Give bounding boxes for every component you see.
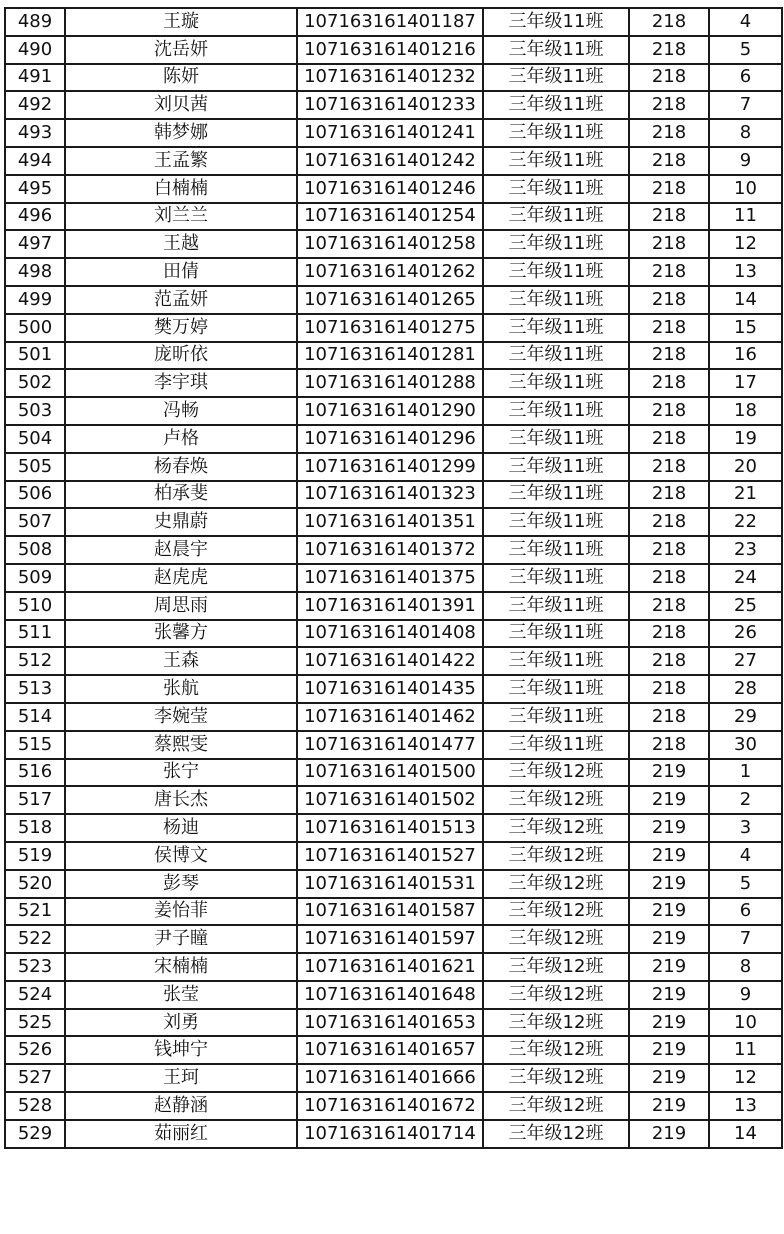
table-row — [5, 36, 782, 64]
name-cell: 杨春焕 — [65, 453, 297, 481]
number-cell: 14 — [709, 1120, 782, 1148]
class-cell: 三年级12班 — [483, 898, 629, 926]
number-cell: 4 — [709, 842, 782, 870]
room-cell: 218 — [629, 592, 709, 620]
class-cell: 三年级12班 — [483, 842, 629, 870]
id-cell: 107163161401672 — [297, 1092, 483, 1120]
id-cell: 107163161401653 — [297, 1009, 483, 1037]
number-cell: 22 — [709, 508, 782, 536]
room-cell: 218 — [629, 342, 709, 370]
seq-cell: 503 — [5, 397, 65, 425]
room-cell: 219 — [629, 786, 709, 814]
seq-cell: 505 — [5, 453, 65, 481]
table-row — [5, 369, 782, 397]
table-row — [5, 508, 782, 536]
class-cell: 三年级11班 — [483, 119, 629, 147]
seq-cell: 509 — [5, 564, 65, 592]
name-cell: 田倩 — [65, 258, 297, 286]
seq-cell: 501 — [5, 342, 65, 370]
id-cell: 107163161401666 — [297, 1064, 483, 1092]
seq-cell: 520 — [5, 870, 65, 898]
table-row — [5, 953, 782, 981]
room-cell: 219 — [629, 1120, 709, 1148]
id-cell: 107163161401422 — [297, 647, 483, 675]
seq-cell: 511 — [5, 620, 65, 648]
id-cell: 107163161401187 — [297, 8, 483, 36]
id-cell: 107163161401435 — [297, 675, 483, 703]
class-cell: 三年级11班 — [483, 620, 629, 648]
number-cell: 15 — [709, 314, 782, 342]
seq-cell: 502 — [5, 369, 65, 397]
number-cell: 12 — [709, 1064, 782, 1092]
id-cell: 107163161401258 — [297, 230, 483, 258]
number-cell: 10 — [709, 1009, 782, 1037]
number-cell: 28 — [709, 675, 782, 703]
number-cell: 19 — [709, 425, 782, 453]
seq-cell: 512 — [5, 647, 65, 675]
name-cell: 周思雨 — [65, 592, 297, 620]
id-cell: 107163161401241 — [297, 119, 483, 147]
id-cell: 107163161401477 — [297, 731, 483, 759]
id-cell: 107163161401262 — [297, 258, 483, 286]
table-row — [5, 925, 782, 953]
name-cell: 王孟繁 — [65, 147, 297, 175]
seq-cell: 489 — [5, 8, 65, 36]
name-cell: 白楠楠 — [65, 175, 297, 203]
table-body — [5, 8, 782, 1148]
class-cell: 三年级11班 — [483, 175, 629, 203]
class-cell: 三年级11班 — [483, 536, 629, 564]
room-cell: 219 — [629, 898, 709, 926]
room-cell: 218 — [629, 731, 709, 759]
seq-cell: 528 — [5, 1092, 65, 1120]
class-cell: 三年级12班 — [483, 1036, 629, 1064]
class-cell: 三年级11班 — [483, 147, 629, 175]
name-cell: 冯畅 — [65, 397, 297, 425]
number-cell: 18 — [709, 397, 782, 425]
number-cell: 6 — [709, 64, 782, 92]
table-row — [5, 64, 782, 92]
table-row — [5, 481, 782, 509]
table-row — [5, 814, 782, 842]
class-cell: 三年级12班 — [483, 1120, 629, 1148]
table-row — [5, 1036, 782, 1064]
table-row — [5, 397, 782, 425]
name-cell: 赵虎虎 — [65, 564, 297, 592]
id-cell: 107163161401587 — [297, 898, 483, 926]
name-cell: 李宇琪 — [65, 369, 297, 397]
class-cell: 三年级11班 — [483, 425, 629, 453]
room-cell: 218 — [629, 369, 709, 397]
seq-cell: 496 — [5, 203, 65, 231]
class-cell: 三年级11班 — [483, 258, 629, 286]
room-cell: 218 — [629, 675, 709, 703]
room-cell: 219 — [629, 842, 709, 870]
class-cell: 三年级12班 — [483, 953, 629, 981]
table-row — [5, 425, 782, 453]
room-cell: 218 — [629, 397, 709, 425]
seq-cell: 515 — [5, 731, 65, 759]
seq-cell: 500 — [5, 314, 65, 342]
room-cell: 218 — [629, 425, 709, 453]
id-cell: 107163161401621 — [297, 953, 483, 981]
table-row — [5, 675, 782, 703]
class-cell: 三年级11班 — [483, 481, 629, 509]
seq-cell: 499 — [5, 286, 65, 314]
class-cell: 三年级12班 — [483, 981, 629, 1009]
seq-cell: 497 — [5, 230, 65, 258]
name-cell: 茹丽红 — [65, 1120, 297, 1148]
id-cell: 107163161401372 — [297, 536, 483, 564]
name-cell: 李婉莹 — [65, 703, 297, 731]
room-cell: 218 — [629, 36, 709, 64]
number-cell: 12 — [709, 230, 782, 258]
class-cell: 三年级11班 — [483, 675, 629, 703]
room-cell: 218 — [629, 314, 709, 342]
id-cell: 107163161401281 — [297, 342, 483, 370]
class-cell: 三年级12班 — [483, 1064, 629, 1092]
name-cell: 王越 — [65, 230, 297, 258]
number-cell: 20 — [709, 453, 782, 481]
table-row — [5, 1092, 782, 1120]
id-cell: 107163161401462 — [297, 703, 483, 731]
table-row — [5, 898, 782, 926]
id-cell: 107163161401375 — [297, 564, 483, 592]
number-cell: 7 — [709, 91, 782, 119]
seq-cell: 523 — [5, 953, 65, 981]
name-cell: 侯博文 — [65, 842, 297, 870]
class-cell: 三年级12班 — [483, 786, 629, 814]
room-cell: 219 — [629, 1036, 709, 1064]
seq-cell: 494 — [5, 147, 65, 175]
table-row — [5, 981, 782, 1009]
room-cell: 218 — [629, 564, 709, 592]
class-cell: 三年级11班 — [483, 286, 629, 314]
room-cell: 218 — [629, 230, 709, 258]
number-cell: 24 — [709, 564, 782, 592]
seq-cell: 517 — [5, 786, 65, 814]
seq-cell: 490 — [5, 36, 65, 64]
table-row — [5, 536, 782, 564]
seq-cell: 495 — [5, 175, 65, 203]
name-cell: 刘贝茜 — [65, 91, 297, 119]
number-cell: 7 — [709, 925, 782, 953]
number-cell: 16 — [709, 342, 782, 370]
id-cell: 107163161401502 — [297, 786, 483, 814]
id-cell: 107163161401597 — [297, 925, 483, 953]
name-cell: 彭琴 — [65, 870, 297, 898]
room-cell: 219 — [629, 1009, 709, 1037]
name-cell: 赵晨宇 — [65, 536, 297, 564]
table-row — [5, 620, 782, 648]
class-cell: 三年级11班 — [483, 453, 629, 481]
name-cell: 杨迪 — [65, 814, 297, 842]
table-row — [5, 342, 782, 370]
name-cell: 沈岳妍 — [65, 36, 297, 64]
name-cell: 卢格 — [65, 425, 297, 453]
seq-cell: 519 — [5, 842, 65, 870]
id-cell: 107163161401527 — [297, 842, 483, 870]
seq-cell: 516 — [5, 759, 65, 787]
name-cell: 范孟妍 — [65, 286, 297, 314]
class-cell: 三年级11班 — [483, 564, 629, 592]
name-cell: 张航 — [65, 675, 297, 703]
room-cell: 219 — [629, 1092, 709, 1120]
table-row — [5, 564, 782, 592]
class-cell: 三年级11班 — [483, 203, 629, 231]
room-cell: 218 — [629, 508, 709, 536]
seq-cell: 504 — [5, 425, 65, 453]
table-row — [5, 786, 782, 814]
id-cell: 107163161401513 — [297, 814, 483, 842]
number-cell: 2 — [709, 786, 782, 814]
table-row — [5, 8, 782, 36]
number-cell: 3 — [709, 814, 782, 842]
table-row — [5, 258, 782, 286]
table-row — [5, 647, 782, 675]
id-cell: 107163161401242 — [297, 147, 483, 175]
number-cell: 4 — [709, 8, 782, 36]
seq-cell: 526 — [5, 1036, 65, 1064]
name-cell: 王璇 — [65, 8, 297, 36]
room-cell: 219 — [629, 981, 709, 1009]
table-row — [5, 314, 782, 342]
table-row — [5, 1064, 782, 1092]
number-cell: 10 — [709, 175, 782, 203]
number-cell: 1 — [709, 759, 782, 787]
class-cell: 三年级12班 — [483, 814, 629, 842]
number-cell: 9 — [709, 981, 782, 1009]
number-cell: 5 — [709, 36, 782, 64]
id-cell: 107163161401246 — [297, 175, 483, 203]
table-row — [5, 592, 782, 620]
table-row — [5, 1120, 782, 1148]
id-cell: 107163161401265 — [297, 286, 483, 314]
class-cell: 三年级11班 — [483, 64, 629, 92]
class-cell: 三年级11班 — [483, 36, 629, 64]
id-cell: 107163161401296 — [297, 425, 483, 453]
class-cell: 三年级11班 — [483, 342, 629, 370]
number-cell: 21 — [709, 481, 782, 509]
seq-cell: 508 — [5, 536, 65, 564]
number-cell: 13 — [709, 1092, 782, 1120]
class-cell: 三年级12班 — [483, 759, 629, 787]
table-row — [5, 203, 782, 231]
name-cell: 王森 — [65, 647, 297, 675]
class-cell: 三年级12班 — [483, 870, 629, 898]
name-cell: 柏承斐 — [65, 481, 297, 509]
table-row — [5, 703, 782, 731]
number-cell: 11 — [709, 1036, 782, 1064]
class-cell: 三年级12班 — [483, 1009, 629, 1037]
name-cell: 宋楠楠 — [65, 953, 297, 981]
class-cell: 三年级11班 — [483, 731, 629, 759]
room-cell: 218 — [629, 91, 709, 119]
table-row — [5, 870, 782, 898]
seq-cell: 524 — [5, 981, 65, 1009]
table-row — [5, 91, 782, 119]
id-cell: 107163161401648 — [297, 981, 483, 1009]
name-cell: 刘勇 — [65, 1009, 297, 1037]
class-cell: 三年级11班 — [483, 397, 629, 425]
seq-cell: 507 — [5, 508, 65, 536]
room-cell: 218 — [629, 620, 709, 648]
name-cell: 王珂 — [65, 1064, 297, 1092]
room-cell: 219 — [629, 870, 709, 898]
name-cell: 庞昕依 — [65, 342, 297, 370]
room-cell: 219 — [629, 953, 709, 981]
table-row — [5, 731, 782, 759]
name-cell: 唐长杰 — [65, 786, 297, 814]
class-cell: 三年级11班 — [483, 230, 629, 258]
table-row — [5, 175, 782, 203]
number-cell: 9 — [709, 147, 782, 175]
room-cell: 218 — [629, 258, 709, 286]
room-cell: 218 — [629, 286, 709, 314]
table-row — [5, 119, 782, 147]
room-cell: 218 — [629, 481, 709, 509]
room-cell: 218 — [629, 647, 709, 675]
name-cell: 张莹 — [65, 981, 297, 1009]
name-cell: 尹子瞳 — [65, 925, 297, 953]
seq-cell: 527 — [5, 1064, 65, 1092]
id-cell: 107163161401290 — [297, 397, 483, 425]
room-cell: 218 — [629, 119, 709, 147]
name-cell: 赵静涵 — [65, 1092, 297, 1120]
number-cell: 17 — [709, 369, 782, 397]
room-cell: 219 — [629, 925, 709, 953]
name-cell: 刘兰兰 — [65, 203, 297, 231]
number-cell: 30 — [709, 731, 782, 759]
id-cell: 107163161401500 — [297, 759, 483, 787]
class-cell: 三年级11班 — [483, 592, 629, 620]
id-cell: 107163161401351 — [297, 508, 483, 536]
id-cell: 107163161401232 — [297, 64, 483, 92]
id-cell: 107163161401323 — [297, 481, 483, 509]
table-row — [5, 842, 782, 870]
id-cell: 107163161401408 — [297, 620, 483, 648]
id-cell: 107163161401657 — [297, 1036, 483, 1064]
seq-cell: 522 — [5, 925, 65, 953]
name-cell: 张馨方 — [65, 620, 297, 648]
id-cell: 107163161401254 — [297, 203, 483, 231]
seq-cell: 506 — [5, 481, 65, 509]
room-cell: 219 — [629, 1064, 709, 1092]
number-cell: 5 — [709, 870, 782, 898]
class-cell: 三年级11班 — [483, 8, 629, 36]
number-cell: 8 — [709, 953, 782, 981]
seq-cell: 518 — [5, 814, 65, 842]
room-cell: 218 — [629, 536, 709, 564]
number-cell: 27 — [709, 647, 782, 675]
number-cell: 26 — [709, 620, 782, 648]
number-cell: 25 — [709, 592, 782, 620]
seq-cell: 491 — [5, 64, 65, 92]
room-cell: 218 — [629, 8, 709, 36]
class-cell: 三年级11班 — [483, 369, 629, 397]
name-cell: 张宁 — [65, 759, 297, 787]
class-cell: 三年级12班 — [483, 925, 629, 953]
room-cell: 218 — [629, 703, 709, 731]
number-cell: 13 — [709, 258, 782, 286]
number-cell: 11 — [709, 203, 782, 231]
seq-cell: 529 — [5, 1120, 65, 1148]
room-cell: 219 — [629, 814, 709, 842]
id-cell: 107163161401275 — [297, 314, 483, 342]
number-cell: 23 — [709, 536, 782, 564]
id-cell: 107163161401714 — [297, 1120, 483, 1148]
table-row — [5, 230, 782, 258]
number-cell: 29 — [709, 703, 782, 731]
number-cell: 14 — [709, 286, 782, 314]
id-cell: 107163161401299 — [297, 453, 483, 481]
class-cell: 三年级11班 — [483, 647, 629, 675]
table-row — [5, 759, 782, 787]
id-cell: 107163161401531 — [297, 870, 483, 898]
seq-cell: 492 — [5, 91, 65, 119]
name-cell: 史鼎蔚 — [65, 508, 297, 536]
seq-cell: 513 — [5, 675, 65, 703]
id-cell: 107163161401391 — [297, 592, 483, 620]
student-table — [4, 7, 783, 1149]
seq-cell: 514 — [5, 703, 65, 731]
seq-cell: 510 — [5, 592, 65, 620]
table-row — [5, 286, 782, 314]
number-cell: 8 — [709, 119, 782, 147]
room-cell: 218 — [629, 203, 709, 231]
class-cell: 三年级11班 — [483, 508, 629, 536]
class-cell: 三年级12班 — [483, 1092, 629, 1120]
room-cell: 219 — [629, 759, 709, 787]
table-row — [5, 147, 782, 175]
class-cell: 三年级11班 — [483, 703, 629, 731]
name-cell: 姜怡菲 — [65, 898, 297, 926]
seq-cell: 498 — [5, 258, 65, 286]
name-cell: 蔡熙雯 — [65, 731, 297, 759]
room-cell: 218 — [629, 64, 709, 92]
name-cell: 陈妍 — [65, 64, 297, 92]
room-cell: 218 — [629, 453, 709, 481]
class-cell: 三年级11班 — [483, 91, 629, 119]
id-cell: 107163161401216 — [297, 36, 483, 64]
name-cell: 钱坤宁 — [65, 1036, 297, 1064]
name-cell: 樊万婷 — [65, 314, 297, 342]
table-row — [5, 453, 782, 481]
seq-cell: 525 — [5, 1009, 65, 1037]
id-cell: 107163161401233 — [297, 91, 483, 119]
room-cell: 218 — [629, 175, 709, 203]
class-cell: 三年级11班 — [483, 314, 629, 342]
room-cell: 218 — [629, 147, 709, 175]
seq-cell: 521 — [5, 898, 65, 926]
table-row — [5, 1009, 782, 1037]
seq-cell: 493 — [5, 119, 65, 147]
id-cell: 107163161401288 — [297, 369, 483, 397]
name-cell: 韩梦娜 — [65, 119, 297, 147]
number-cell: 6 — [709, 898, 782, 926]
